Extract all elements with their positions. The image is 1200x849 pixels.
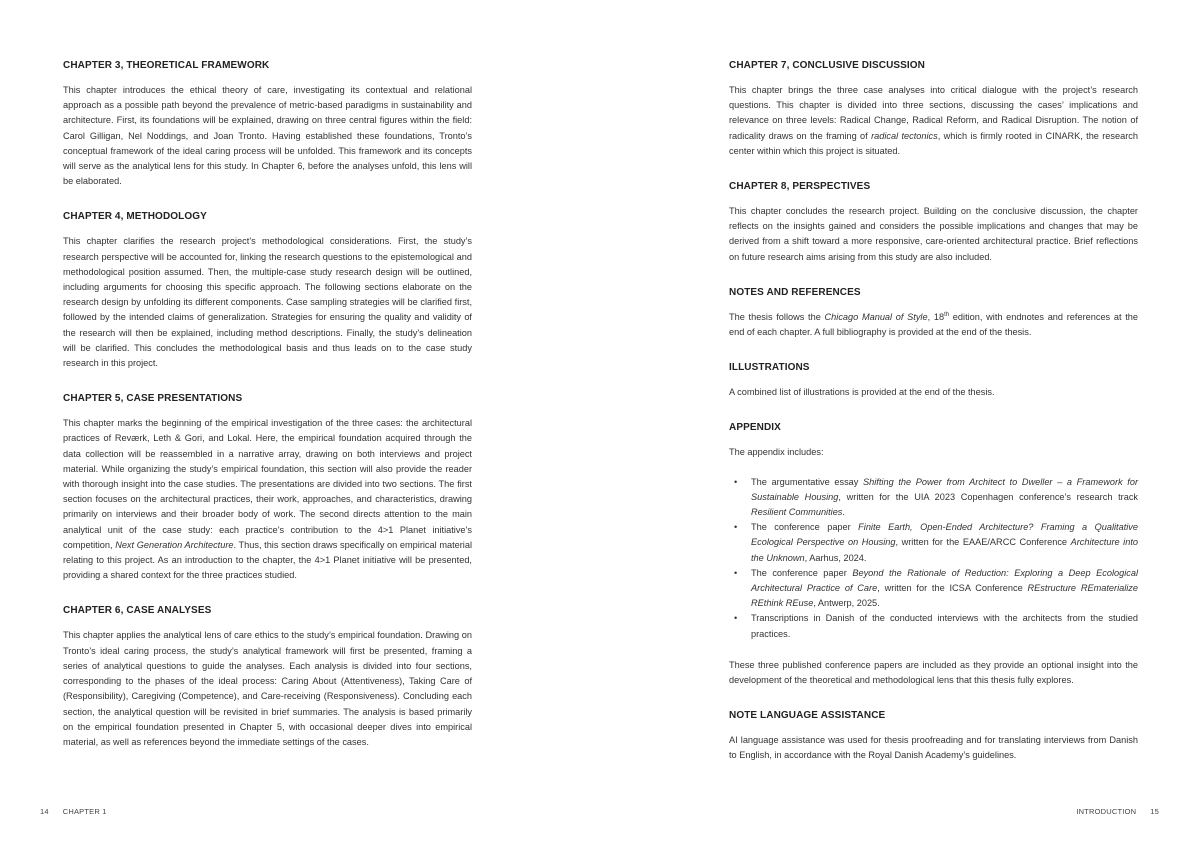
item-title: Resilient Communities [751, 507, 843, 518]
section-body [63, 416, 472, 583]
item-text: , written for the EAAE/ARCC Conference [895, 537, 1071, 548]
list-item [729, 566, 1138, 612]
section-heading: APPENDIX [729, 422, 781, 434]
appendix-section [729, 421, 1138, 688]
running-footer-label: INTRODUCTION [1076, 807, 1137, 816]
item-text: The argumentative essay [751, 476, 864, 487]
item-text: . [842, 507, 845, 518]
appendix-intro: The appendix includes: [729, 447, 824, 458]
italic-term: radical tectonics [871, 130, 938, 141]
body-text: This chapter marks the beginning of the empirical investigation of the three cases: the architectural practices of Reværk, Leth & Gori, and Lokal. Here, the empirical foundation acquired through the data collection will be reassembled in a narrative array, drawing on both interviews and project material. While organizing the study’s empirical foundation, this section will also provide the reader with thorough insight into the case studies. The presentations are divided into two sections. The first section focuses on the architectural practices, their work, approaches, and characteristics, drawing primarily on interviews and their broader body of work. The second directs attention to the main analytical unit of the case study: each practice’s contribution to the 4>1 Planet initiative’s competition, [63, 418, 472, 550]
item-text: , Antwerp, 2025. [813, 598, 880, 609]
item-text: , written for the ICSA Conference [877, 583, 1028, 594]
chapter-7-section [729, 59, 1138, 159]
chapter-6-section [63, 604, 472, 750]
body-text: The thesis follows the [729, 311, 825, 322]
item-text: , written for the UIA 2023 Copenhagen conference’s research track [838, 491, 1139, 502]
illustrations-section [729, 361, 1138, 400]
appendix-list [729, 475, 1138, 642]
bullet-icon: • [734, 476, 738, 487]
left-footer [40, 807, 107, 816]
section-heading: NOTES AND REFERENCES [729, 286, 861, 298]
item-text: The conference paper [751, 567, 853, 578]
body-text: edition, with endnotes and references at the end of each chapter. A full bibliography is provided at the end of the thesis. [729, 311, 1138, 338]
language-assistance-section [729, 709, 1138, 763]
chapter-4-section [63, 210, 472, 371]
section-heading: CHAPTER 6, CASE ANALYSES [63, 605, 212, 617]
appendix-closing: These three published conference papers are included as they provide an optional insight into the development of the theoretical and methodological lens that this thesis fully explores. [729, 659, 1138, 686]
body-text: , which is firmly rooted in CINARK, the research center within which this project is situated. [729, 130, 1138, 156]
left-page [63, 59, 472, 771]
item-title: Finite Earth, Open-Ended Architecture? Framing a Qualitative Ecological Perspective on Housing [751, 522, 1138, 548]
section-heading: ILLUSTRATIONS [729, 362, 810, 374]
running-footer-label: CHAPTER 1 [62, 807, 107, 816]
chapter-5-section [63, 392, 472, 583]
item-title: Beyond the Rationale of Reduction: Exploring a Deep Ecological Architectural Practice of Care [751, 567, 1138, 594]
page-number: 15 [1150, 807, 1159, 816]
item-title: REstructure REmaterialize REthink REuse [751, 583, 1139, 609]
italic-title: Next Generation Architecture [115, 539, 234, 550]
section-heading: CHAPTER 3, THEORETICAL FRAMEWORK [63, 60, 270, 71]
section-body: This chapter concludes the research project. Building on the conclusive discussion, the chapter reflects on the insights gained and considers the possible implications and changes that may be derived from a shift toward a more responsive, care-oriented architectural practice. Brief reflections on future research aims arising from this study are also included. [729, 206, 1138, 262]
section-heading: CHAPTER 8, PERSPECTIVES [729, 181, 871, 193]
bullet-icon: • [734, 613, 738, 624]
chapter-8-section [729, 180, 1138, 265]
list-item [729, 611, 1138, 641]
section-body: A combined list of illustrations is provided at the end of the thesis. [729, 387, 995, 398]
item-title: Shifting the Power from Architect to Dweller – a Framework for Sustainable Housing [751, 476, 1138, 502]
section-body: This chapter introduces the ethical theory of care, investigating its contextual and relational approach as a possible path beyond the prevalence of metric-based paradigms in sustainability and architecture. First, its foundations will be explained, drawing on three central figures within the field: Carol Gilligan, Nel Noddings, and Joan Tronto. Having established these foundations, Tronto’s conceptual framework of the ideal caring process will be unfolded. This framework and its concepts will serve as the analytical lens for this study. In Chapter 6, before the analyses unfold, this lens will be elaborated. [63, 85, 472, 187]
section-heading: CHAPTER 5, CASE PRESENTATIONS [63, 393, 243, 405]
body-text: . Thus, this section draws specifically on empirical material relating to this project. As an introduction to the chapter, the 4>1 Planet initiative will be presented, providing a shared context for the three practices studied. [63, 539, 472, 581]
section-body: This chapter applies the analytical lens of care ethics to the study’s empirical foundation. Drawing on Tronto’s ideal caring process, the study’s analytical framework will first be presented, framing a series of analytical questions to guide the analyses. Each analysis is divided into four sections, corresponding to the phases of the ideal process: Caring About (Attentiveness), Taking Care of (Responsibility), Caregiving (Competence), and Care-receiving (Responsiveness). Concluding each section, the analytical question will be revisited in brief summaries. The analysis is based primarily on the empirical foundation presented in Chapter 5, with occasional deeper dives into empirical material, as well as references beyond the immediate settings of the cases. [63, 630, 472, 747]
right-page [729, 59, 1138, 785]
section-body [729, 310, 1138, 340]
body-text: , 18 [927, 311, 945, 322]
section-heading: NOTE LANGUAGE ASSISTANCE [729, 710, 886, 722]
right-footer [1076, 807, 1159, 816]
body-text: This chapter brings the three case analyses into critical dialogue with the project’s research questions. This chapter is divided into three sections, discussing the cases’ implications and relevance on three levels: Radical Change, Radical Reform, and Radical Disruption. The notion of radicality draws on the framing of [729, 85, 1138, 141]
page-number: 14 [40, 807, 49, 816]
item-text: Transcriptions in Danish of the conducted interviews with the architects from the studied practices. [751, 613, 1138, 639]
superscript: th [944, 311, 950, 318]
bullet-icon: • [734, 522, 738, 533]
item-title: Architecture into the Unknown [751, 537, 1138, 563]
section-heading: CHAPTER 4, METHODOLOGY [63, 211, 207, 223]
italic-title: Chicago Manual of Style [824, 311, 928, 322]
section-heading: CHAPTER 7, CONCLUSIVE DISCUSSION [729, 60, 926, 71]
section-body: AI language assistance was used for thesis proofreading and for translating interviews from Danish to English, in accordance with the Royal Danish Academy’s guidelines. [729, 735, 1138, 761]
chapter-3-section [63, 59, 472, 189]
section-body: This chapter clarifies the research project’s methodological considerations. First, the study’s research perspective will be accounted for, linking the research questions to the epistemological and methodological position assumed. Then, the multiple-case study research design will be outlined, including arguments for choosing this specific approach. The following sections elaborate on the research design by unfolding its different components. Case sampling strategies will be clarified first, followed by the intended claims of generalization. Strategies for ensuring the quality and validity of the research will then be explained, including method descriptions. Finally, the study’s delineation will be clarified. This concludes the methodological basis and thus leads on to the case study research in this project. [63, 236, 472, 369]
item-text: , Aarhus, 2024. [804, 552, 867, 563]
item-text: The conference paper [751, 522, 859, 533]
list-item [729, 475, 1138, 521]
notes-section [729, 286, 1138, 340]
bullet-icon: • [734, 567, 738, 578]
section-body [729, 83, 1138, 159]
list-item [729, 520, 1138, 566]
